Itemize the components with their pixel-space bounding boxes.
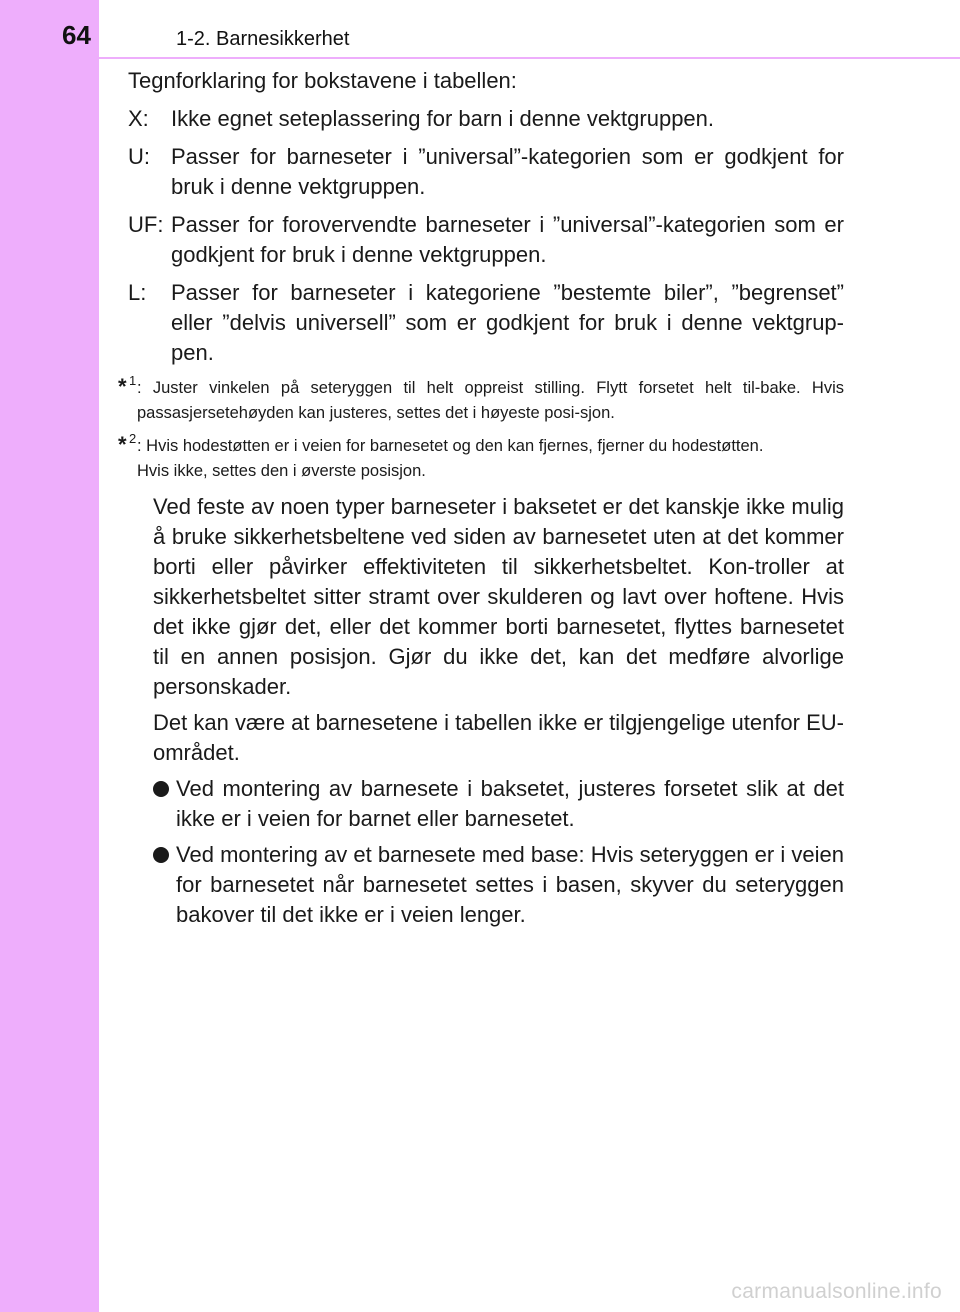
legend-item-uf — [128, 210, 844, 270]
footnote-asterisk: * — [118, 432, 127, 457]
bullet-icon — [153, 781, 169, 797]
legend-text: Passer for forovervendte barneseter i ”universal”-kategorien som er godkjent for bruk i denne vektgruppen. — [171, 212, 844, 267]
legend-text: Ikke egnet seteplassering for barn i denne vektgruppen. — [171, 106, 715, 131]
page-header — [0, 0, 960, 56]
bullet-text: Ved montering av et barnesete med base: Hvis seteryggen er i veien for barnesetet når barnesetet settes i basen, skyver du seteryggen bakover til det ikke er i veien lenger. — [176, 842, 844, 927]
footnote-number: 2 — [129, 431, 137, 446]
legend-title: Tegnforklaring for bokstavene i tabellen: — [128, 68, 517, 93]
paragraph-eu-availability: Det kan være at barnesetene i tabellen ikke er tilgjengelige utenfor EU-området. — [153, 710, 844, 765]
legend-item-l — [128, 278, 844, 368]
legend-item-u — [128, 142, 844, 202]
footnote-number: 1 — [129, 373, 137, 388]
legend-key: U: — [128, 144, 150, 169]
legend-text: Passer for barneseter i ”universal”-kategorien som er godkjent for bruk i denne vektgruppen. — [171, 144, 844, 199]
bullet-icon — [153, 847, 169, 863]
page-sidebar — [0, 0, 99, 1312]
footnote-1 — [118, 373, 844, 426]
header-divider — [0, 57, 960, 59]
paragraph-seatbelt-warning: Ved feste av noen typer barneseter i baksetet er det kanskje ikke mulig å bruke sikkerhetsbeltene ved siden av barnesetet uten at det kommer borti eller påvirker effektiviteten til sikkerhetsbeltet. Kon-troller at sikkerhetsbeltet sitter stramt over skulderen og lavt over hoftene. Hvis det ikke gjør det, eller det kommer borti barnesetet, flyttes barnesetet til en annen posisjon. Gjør du ikke det, kan det medføre alvorlige personskader. — [153, 494, 844, 699]
bullet-item — [128, 774, 844, 834]
legend-key: L: — [128, 280, 147, 305]
legend-key: X: — [128, 106, 149, 131]
bullet-item — [128, 840, 844, 930]
watermark: carmanualsonline.info — [731, 1280, 942, 1303]
section-title: 1-2. Barnesikkerhet — [176, 28, 350, 50]
page-content — [118, 66, 844, 936]
footnote-2 — [118, 431, 844, 484]
legend-key: UF: — [128, 212, 164, 237]
footnote-text: : Juster vinkelen på seteryggen til helt oppreist stilling. Flytt forsetet helt til-bake. Hvis passasjersetehøyden kan justeres, settes det i høyeste posi-sjon. — [137, 379, 844, 422]
page-number: 64 — [62, 20, 91, 50]
footnote-text: : Hvis hodestøtten er i veien for barnesetet og den kan fjernes, fjerner du hodestøtten. — [137, 437, 764, 455]
legend-item-x — [128, 104, 844, 134]
footnote-text-continued: Hvis ikke, settes den i øverste posisjon. — [137, 462, 426, 480]
legend-text: Passer for barneseter i kategoriene ”bestemte biler”, ”begrenset” eller ”delvis universell” som er godkjent for bruk i denne vektgrup-pen. — [171, 280, 844, 365]
footnote-asterisk: * — [118, 374, 127, 399]
bullet-text: Ved montering av barnesete i baksetet, justeres forsetet slik at det ikke er i veien for barnet eller barnesetet. — [176, 776, 844, 831]
